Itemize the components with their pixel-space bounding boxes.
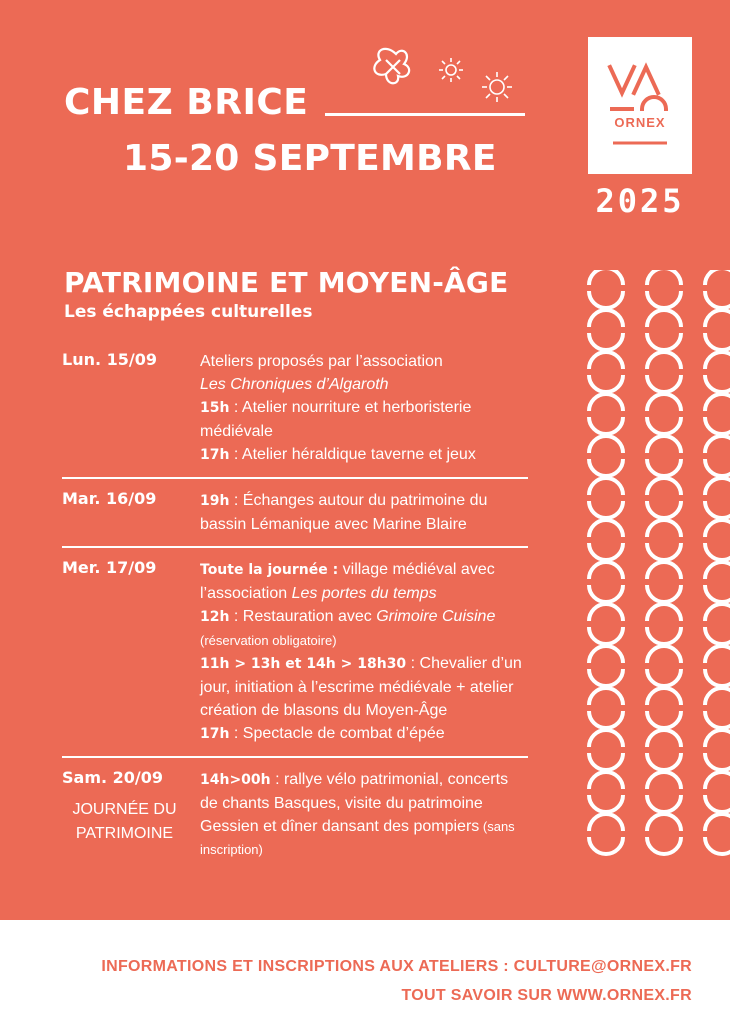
clover-icon [374,49,409,83]
title-dates: 15-20 SEPTEMBRE [123,138,497,179]
pattern-arc [705,417,730,434]
activity-text: : Atelier héraldique taverne et jeux [229,446,476,463]
section-subtitle: Les échappées culturelles [64,302,313,322]
schedule-row [62,477,528,546]
ornex-logo-mark [588,37,692,174]
pattern-arc [647,753,681,770]
sun-icon [482,72,512,102]
pattern-arc [647,459,681,476]
ornex-logo [588,37,692,174]
description-line [200,768,528,861]
time-label: 12h [200,609,230,625]
pattern-arc [589,837,623,854]
pattern-arc [589,562,623,579]
description-line [200,396,528,443]
schedule-day: Mar. 16/09 [62,489,157,508]
schedule-day: Lun. 15/09 [62,350,157,369]
pattern-arc [589,520,623,537]
footer-website: TOUT SAVOIR SUR WWW.ORNEX.FR [401,987,692,1004]
schedule-day: Mer. 17/09 [62,558,157,577]
pattern-arc [589,501,623,518]
time-label: 14h>00h [200,772,271,788]
activity-text: : Atelier nourriture et herboristerie médiévale [200,399,472,440]
pattern-arc [647,394,681,411]
pattern-arc [589,333,623,350]
pattern-arc [705,333,730,350]
pattern-arc [705,375,730,392]
time-label: 15h [200,400,230,416]
pattern-arc [647,520,681,537]
schedule-list [62,348,528,871]
pattern-arc [589,585,623,602]
pattern-arc [705,291,730,308]
schedule-row [62,756,528,871]
pattern-arc [705,394,730,411]
pattern-arc [589,291,623,308]
schedule-description [200,768,528,861]
pattern-arc [705,753,730,770]
pattern-arc [589,753,623,770]
pattern-arc [647,730,681,747]
pattern-arc [647,627,681,644]
pattern-arc [705,627,730,644]
pattern-arc [705,772,730,789]
pattern-arc [705,585,730,602]
pattern-arc [705,646,730,663]
activity-text: : Chevalier d’un jour, initiation à l’escrime médiévale + atelier création de blasons du Moyen-Âge [200,655,522,719]
pattern-arc [647,501,681,518]
pattern-arc [705,543,730,560]
section-title: PATRIMOINE ET MOYEN-ÂGE [64,266,509,299]
pattern-arc [647,585,681,602]
description-line [200,373,528,396]
schedule-day: Sam. 20/09 [62,768,164,787]
pattern-arc [647,291,681,308]
pattern-arc [589,270,623,285]
pattern-arc [705,669,730,686]
pattern-arc [589,375,623,392]
time-label: 17h [200,447,230,463]
association-name: Les portes du temps [291,585,437,602]
description-line [200,489,528,536]
footer [0,920,730,1032]
footer-contact: INFORMATIONS ET INSCRIPTIONS AUX ATELIERS : CULTURE@ORNEX.FR [101,958,692,975]
pattern-arc [589,711,623,728]
description-line [200,722,528,746]
pattern-arc [589,730,623,747]
pattern-arc [647,688,681,705]
pattern-arc [589,669,623,686]
schedule-description [200,558,528,746]
pattern-arc [705,730,730,747]
pattern-arc [589,604,623,621]
description-line [200,558,528,605]
pattern-arc [705,562,730,579]
pattern-arc [705,688,730,705]
pattern-arc [589,772,623,789]
activity-note: (sans inscription) [200,819,515,857]
pattern-arc [647,772,681,789]
schedule-row [62,348,528,477]
pattern-arc [647,270,681,285]
activity-text: : Échanges autour du patrimoine du bassin Lémanique avec Marine Blaire [200,492,488,533]
circle-pattern [586,270,730,870]
pattern-arc [705,814,730,831]
description-line [200,652,528,722]
pattern-arc [705,352,730,369]
pattern-arc [705,310,730,327]
description-line [200,443,528,467]
pattern-arc [589,394,623,411]
pattern-arc [589,646,623,663]
pattern-arc [647,375,681,392]
pattern-arc [705,270,730,285]
pattern-arc [705,459,730,476]
pattern-arc [647,543,681,560]
pattern-arc [647,646,681,663]
association-name: Les Chroniques d’Algaroth [200,376,389,393]
pattern-arc [647,310,681,327]
pattern-arc [589,795,623,812]
pattern-arc [705,520,730,537]
pattern-arc [589,417,623,434]
activity-text: : Spectacle de combat d’épée [229,725,445,742]
schedule-day-note: JOURNÉE DU PATRIMOINE [72,801,177,842]
pattern-arc [705,501,730,518]
activity-text: : Restauration avec [229,608,377,625]
pattern-arc [589,436,623,453]
title-rule [325,113,525,116]
restaurant-name: Grimoire Cuisine [376,608,496,625]
title-venue: CHEZ BRICE [64,82,309,123]
time-label: Toute la journée : [200,562,339,578]
pattern-arc [705,795,730,812]
pattern-arc [589,310,623,327]
pattern-arc [705,837,730,854]
pattern-arc [589,543,623,560]
pattern-arc [647,669,681,686]
pattern-arc [589,627,623,644]
pattern-arc [589,478,623,495]
description-line: Ateliers proposés par l’association [200,353,443,370]
time-label: 11h > 13h et 14h > 18h30 [200,656,407,672]
pattern-arc [589,814,623,831]
pattern-arc [647,562,681,579]
decorative-icons [364,44,534,108]
schedule-description [200,489,528,536]
schedule-row [62,546,528,756]
pattern-arc [647,837,681,854]
pattern-arc [647,417,681,434]
schedule-description [200,350,528,467]
pattern-arc [705,436,730,453]
pattern-arc [647,711,681,728]
activity-text: village médiéval avec l’association [200,561,495,602]
pattern-arc [705,604,730,621]
pattern-arc [647,478,681,495]
pattern-arc [647,333,681,350]
description-line [200,605,528,652]
year: 2025 [595,182,685,220]
pattern-arc [647,436,681,453]
pattern-arc [647,814,681,831]
activity-text: : rallye vélo patrimonial, concerts de chants Basques, visite du patrimoine Gessien et dîner dansant des pompiers [200,771,509,835]
sun-icon [439,58,463,82]
pattern-arc [589,688,623,705]
pattern-arc [647,604,681,621]
pattern-arc [647,352,681,369]
ornex-logo-text: ORNEX [614,115,666,130]
time-label: 17h [200,726,230,742]
pattern-arc [705,478,730,495]
time-label: 19h [200,493,230,509]
pattern-arc [589,459,623,476]
activity-note: (réservation obligatoire) [200,633,337,648]
pattern-arc [705,711,730,728]
pattern-arc [647,795,681,812]
pattern-arc [589,352,623,369]
